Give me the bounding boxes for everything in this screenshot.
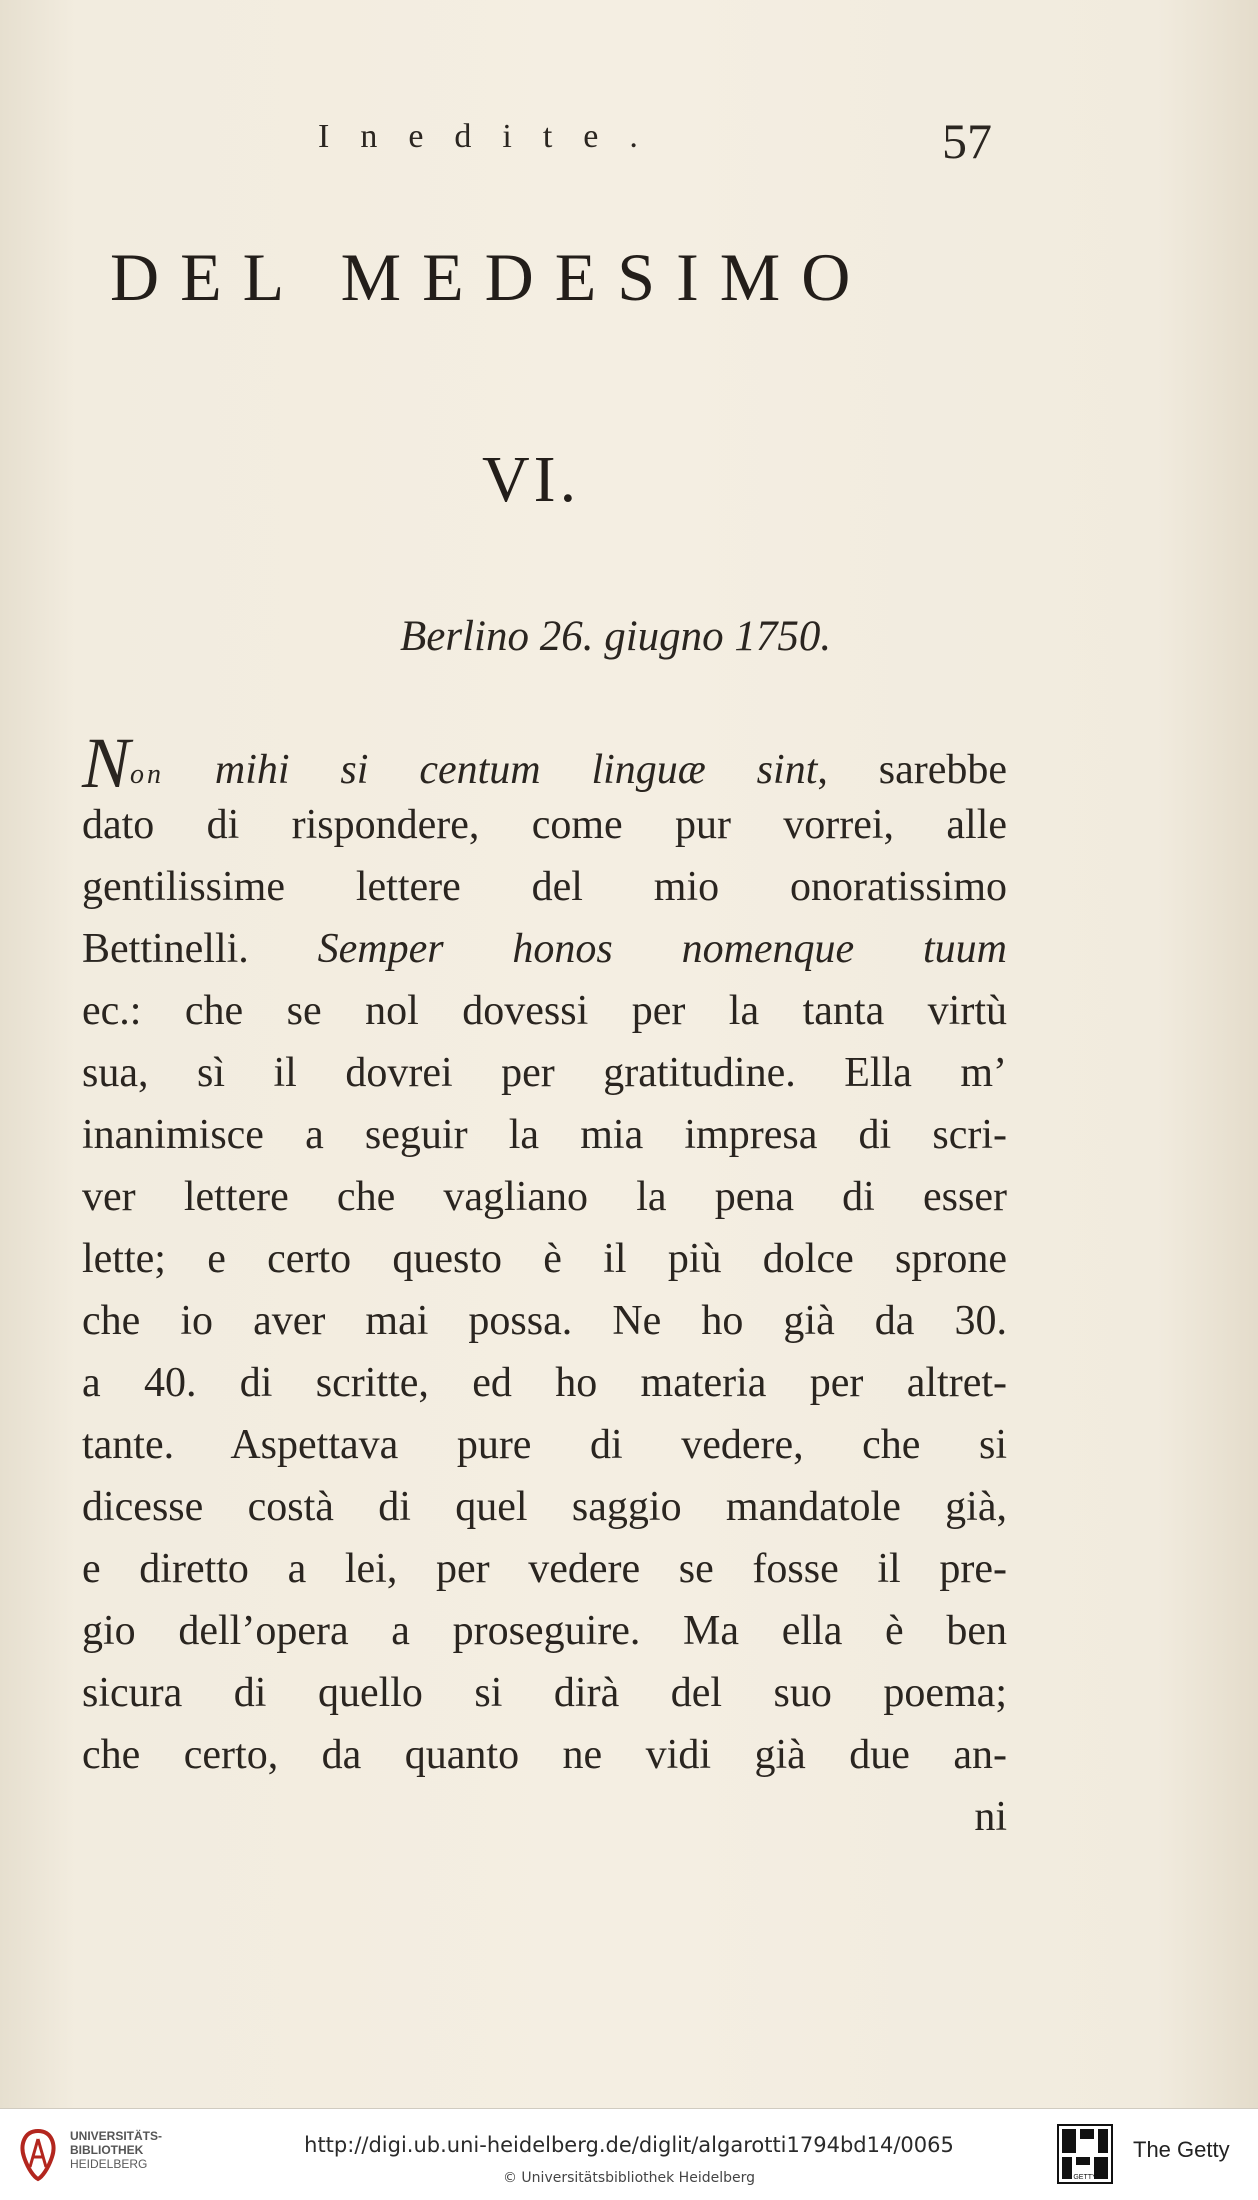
text-line: sicura di quello si dirà del suo poema; bbox=[82, 1670, 1007, 1716]
latin-quote: mihi si centum linguæ sint bbox=[164, 747, 818, 793]
text-span: Bettinelli. bbox=[82, 926, 318, 972]
text-line: e diretto a lei, per vedere se fosse il pre- bbox=[82, 1546, 1007, 1592]
text-line: gio dell’opera a proseguire. Ma ella è ben bbox=[82, 1608, 1007, 1654]
page-title: DEL MEDESIMO bbox=[110, 239, 872, 315]
getty-name: The Getty bbox=[1133, 2137, 1230, 2162]
text-line: a 40. di scritte, ed ho materia per altret- bbox=[82, 1360, 1007, 1406]
svg-text:GETTY: GETTY bbox=[1073, 2174, 1097, 2181]
text-line: dicesse costà di quel saggio mandatole già, bbox=[82, 1484, 1007, 1530]
text-line: lette; e certo questo è il più dolce sprone bbox=[82, 1236, 1007, 1282]
permalink-url[interactable]: http://digi.ub.uni-heidelberg.de/diglit/algarotti1794bd14/0065 bbox=[304, 2133, 954, 2157]
text-line bbox=[82, 918, 1007, 980]
text-span: , sarebbe bbox=[817, 747, 1007, 793]
drop-cap: N bbox=[82, 723, 131, 803]
text-line: ver lettere che vagliano la pena di esser bbox=[82, 1174, 1007, 1220]
running-head: Inedite. bbox=[318, 118, 669, 155]
text-line: sua, sì il dovrei per gratitudine. Ella m’ bbox=[82, 1050, 1007, 1096]
text-line: gentilissime lettere del mio onoratissimo bbox=[82, 864, 1007, 910]
copyright-notice: © Universitätsbibliothek Heidelberg bbox=[502, 2170, 755, 2186]
small-caps: on bbox=[130, 759, 165, 790]
text-line: tante. Aspettava pure di vedere, che si bbox=[82, 1422, 1007, 1468]
letter-body bbox=[82, 723, 1008, 1848]
library-name: UNIVERSITÄTS- BIBLIOTHEK HEIDELBERG bbox=[70, 2129, 163, 2171]
viewer-footer bbox=[0, 2108, 1258, 2200]
page-number: 57 bbox=[942, 113, 992, 169]
getty-logo-icon bbox=[1056, 2123, 1114, 2185]
catchword: ni bbox=[974, 1794, 1007, 1840]
text-line: ec.: che se nol dovessi per la tanta virtù bbox=[82, 988, 1007, 1034]
text-line: che io aver mai possa. Ne ho già da 30. bbox=[82, 1298, 1007, 1344]
latin-quote: Semper honos nomenque tuum bbox=[317, 926, 1008, 972]
text-line: dato di rispondere, come pur vorrei, alle bbox=[82, 802, 1007, 848]
letter-number: VI. bbox=[482, 443, 581, 516]
dateline: Berlino 26. giugno 1750. bbox=[400, 613, 832, 660]
text-line: che certo, da quanto ne vidi già due an- bbox=[82, 1732, 1007, 1778]
text-line: inanimisce a seguir la mia impresa di scri- bbox=[82, 1112, 1007, 1158]
text-line bbox=[82, 723, 1007, 803]
